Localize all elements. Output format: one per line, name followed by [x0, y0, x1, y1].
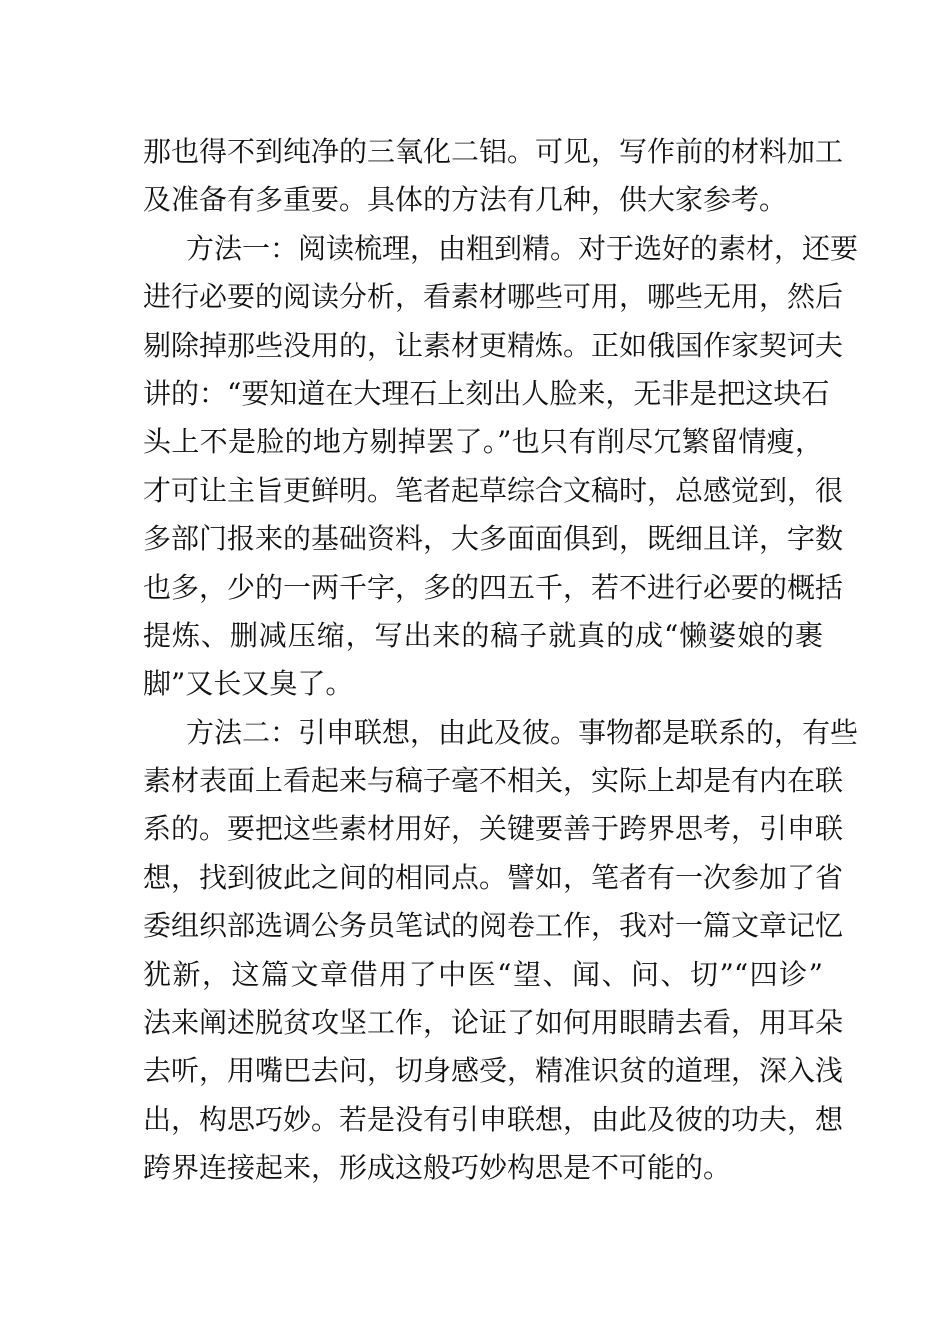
- text-line: 委组织部选调公务员笔试的阅卷工作，我对一篇文章记忆: [143, 909, 844, 943]
- text-line: 才可让主旨更鲜明。笔者起草综合文稿时，总感觉到，很: [143, 473, 844, 507]
- text-line: 讲的：“要知道在大理石上刻出人脸来，无非是把这块石: [143, 376, 830, 410]
- text-line: 去听，用嘴巴去问，切身感受，精准识贫的道理，深入浅: [143, 1054, 844, 1088]
- text-line: 犹新，这篇文章借用了中医“望、闻、问、切”“四诊”: [143, 957, 823, 991]
- body-text: [143, 128, 859, 1193]
- text-line: 法来阐述脱贫攻坚工作，论证了如何用眼睛去看，用耳朵: [143, 1006, 844, 1040]
- text-line: 多部门报来的基础资料，大多面面俱到，既细且详，字数: [143, 522, 844, 556]
- text-line: 素材表面上看起来与稿子毫不相关，实际上却是有内在联: [143, 764, 844, 798]
- text-line: 想，找到彼此之间的相同点。譬如，笔者有一次参加了省: [143, 860, 844, 894]
- text-line: 头上不是脸的地方剔掉罢了。”也只有削尽冗繁留情瘦，: [143, 425, 823, 459]
- text-line: 出，构思巧妙。若是没有引申联想，由此及彼的功夫，想: [143, 1102, 844, 1136]
- text-line: 及准备有多重要。具体的方法有几种，供大家参考。: [143, 183, 788, 217]
- text-line: 也多，少的一两千字，多的四五千，若不进行必要的概括: [143, 570, 844, 604]
- text-line: 提炼、删减压缩，写出来的稿子就真的成“懒婆娘的裹: [143, 618, 823, 652]
- paragraph-start-line: 方法二：引申联想，由此及彼。事物都是联系的，有些: [186, 715, 859, 749]
- text-line: 剔除掉那些没用的，让素材更精炼。正如俄国作家契诃夫: [143, 328, 844, 362]
- paragraph-start-line: 方法一：阅读梳理，由粗到精。对于选好的素材，还要: [186, 231, 859, 265]
- text-line: 脚”又长又臭了。: [143, 667, 354, 701]
- text-line: 那也得不到纯净的三氧化二铝。可见，写作前的材料加工: [143, 135, 844, 168]
- text-line: 进行必要的阅读分析，看素材哪些可用，哪些无用，然后: [143, 280, 844, 314]
- text-line: 跨界连接起来，形成这般巧妙构思是不可能的。: [143, 1151, 732, 1185]
- text-line: 系的。要把这些素材用好，关键要善于跨界思考，引申联: [143, 812, 844, 846]
